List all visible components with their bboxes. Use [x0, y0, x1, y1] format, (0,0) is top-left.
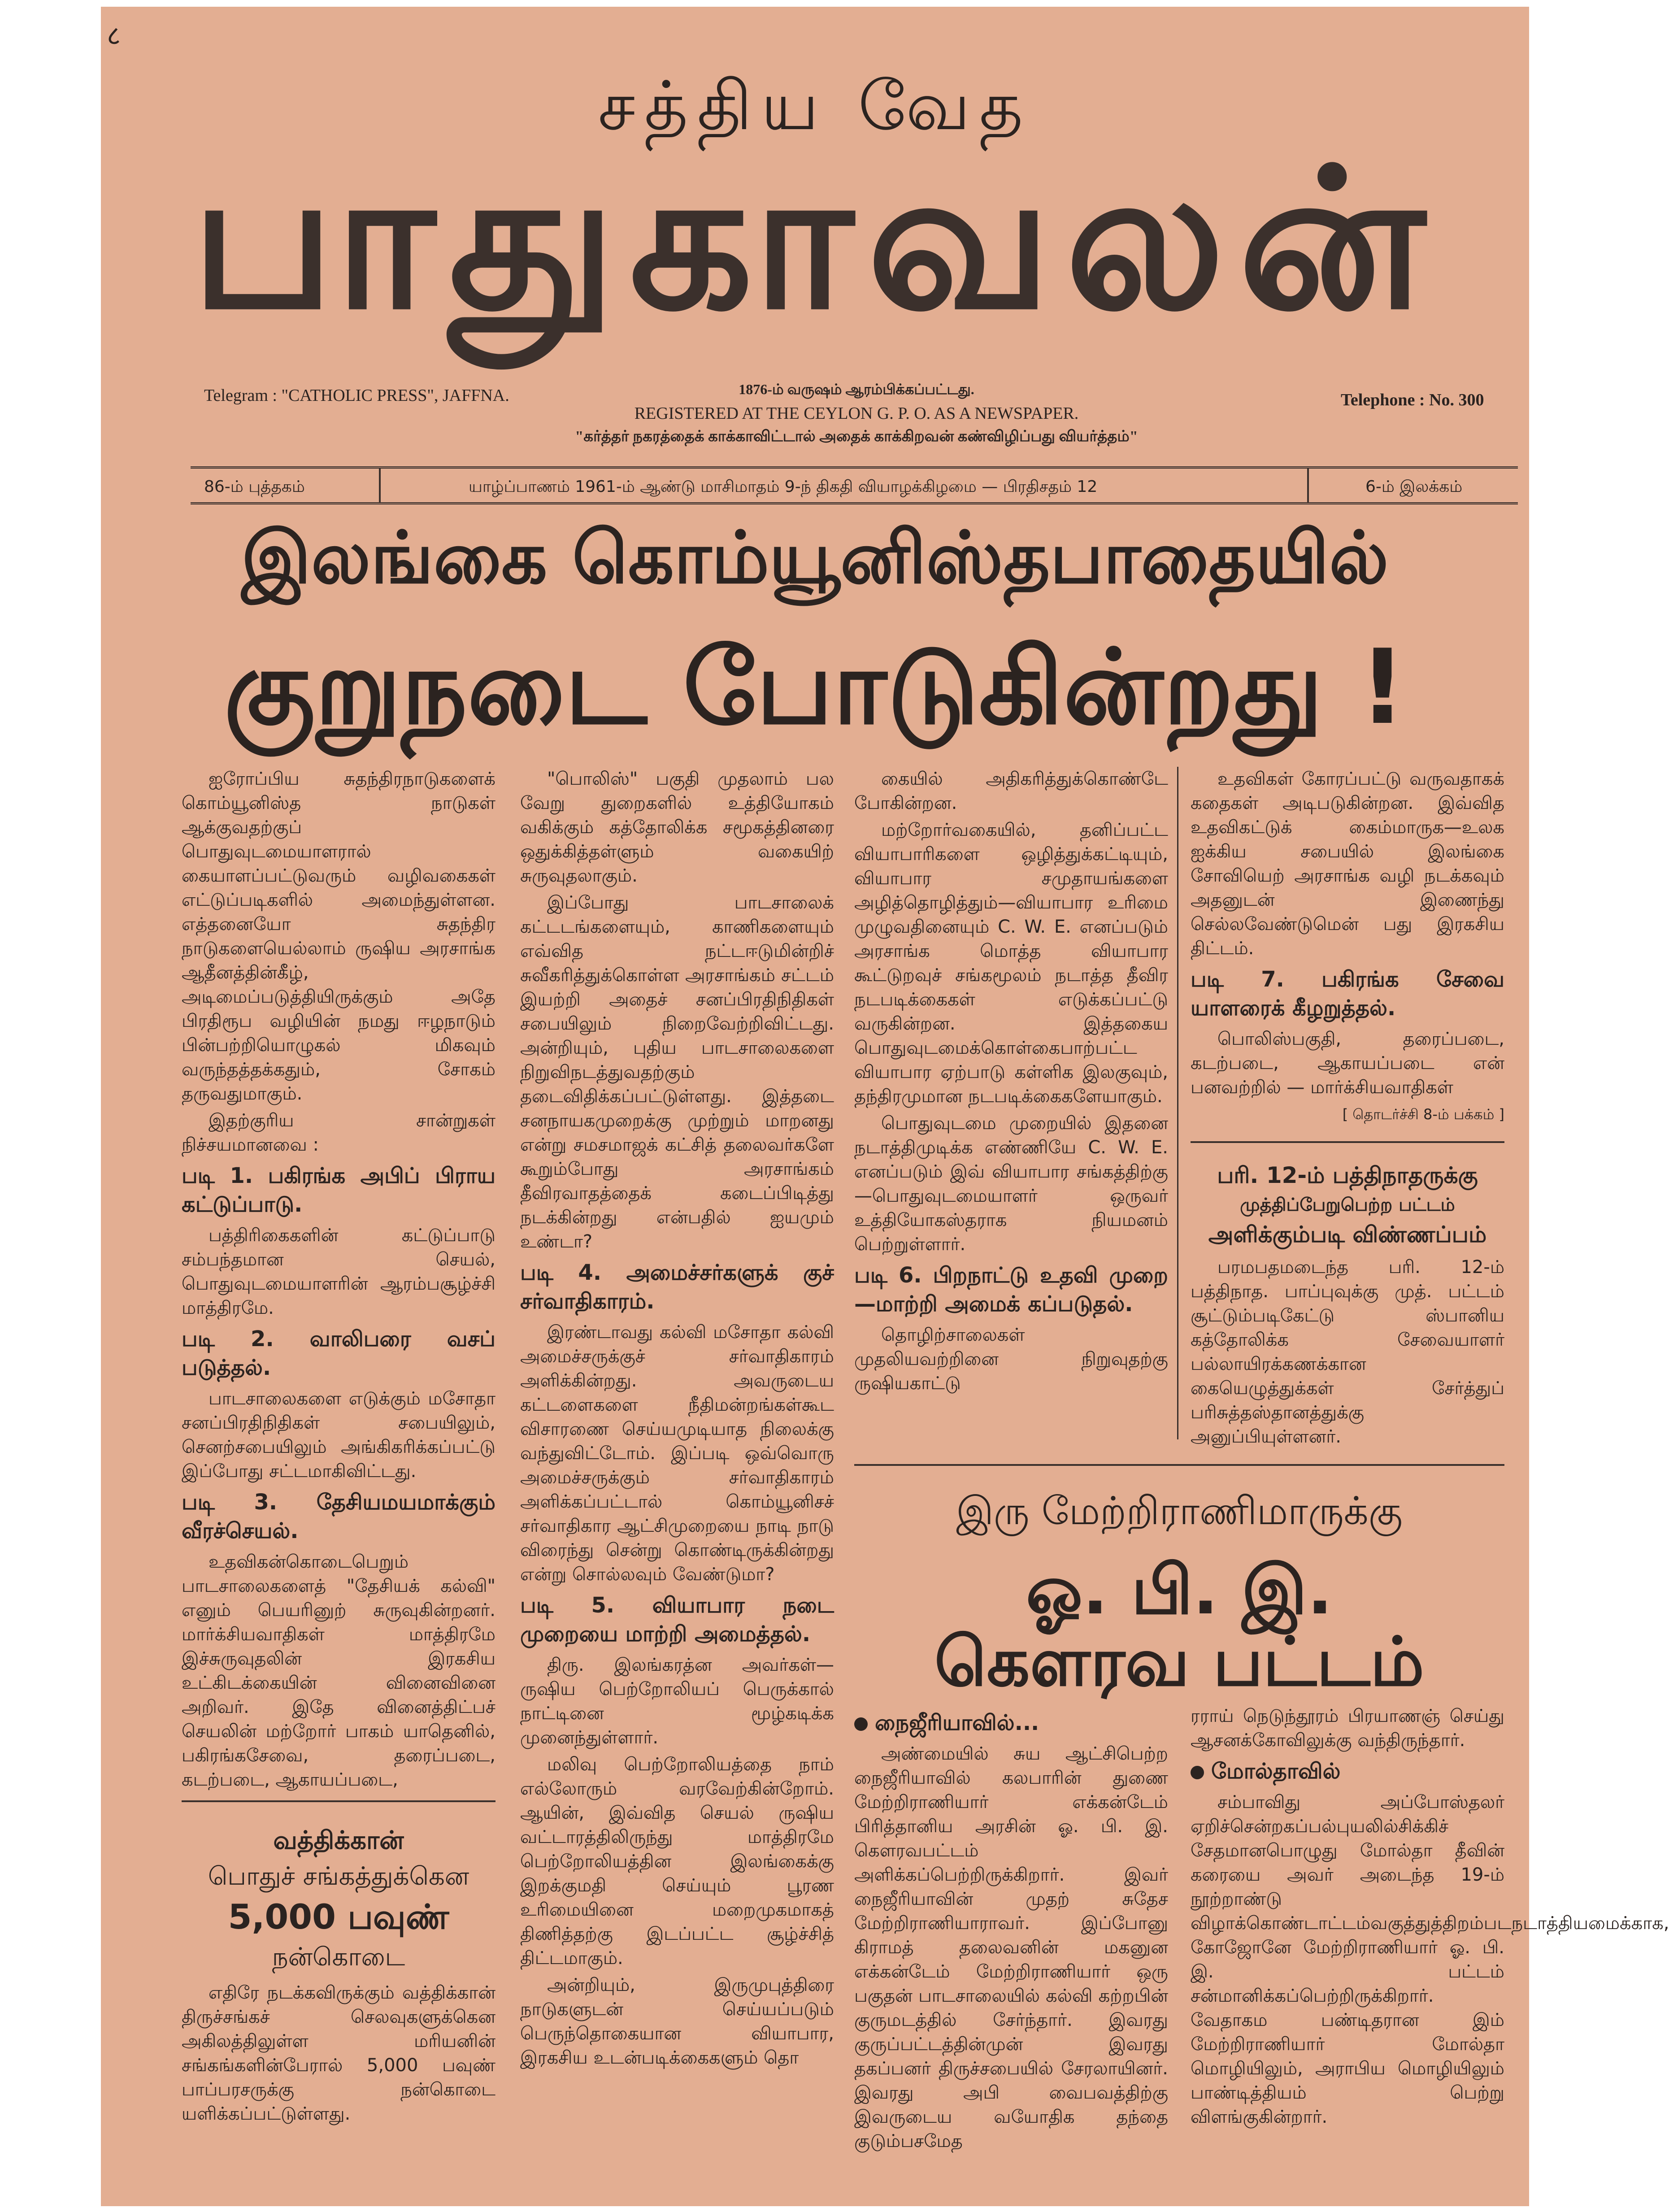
column-1	[182, 767, 495, 1795]
story-title-2: கௌரவ பட்டம்	[934, 1623, 1425, 1701]
col4-paragraph: பொலிஸ்பகுதி, தரைப்படை, கடற்படை, ஆகாயப்படை என் பனவற்றில் — மார்க்சியவாதிகள்	[1191, 1029, 1504, 1098]
col1-paragraph: உதவிகன்கொடைபெறும் பாடசாலைகளைத் "தேசியக் கல்வி" எனும் பெயரினுற் சுருவுகின்றனர். மார்க்சியவாதிகள் மாத்திரமே இச்சுருவுதலின் இரகசிய உட்கிடக்கையின் வினைவினை அறிவர். இதே வினைத்திட்பச் செயலின் மற்றோர் பாகம் யாதெனில், பகிரங்கசேவை, தரைப்படை, கடற்படை, ஆகாயப்படை,	[182, 1551, 495, 1790]
col2-paragraph: இரண்டாவது கல்வி மசோதா கல்வி அமைச்சருக்குச் சர்வாதிகாரம் அளிக்கின்றது. அவருடைய கட்டளைகளை நீதிமன்றங்கள்கூட விசாரணை செய்யமுடியாத நிலைக்கு வந்துவிட்டோம். இப்படி ஒவ்வொரு அமைச்சருக்கும் சர்வாதிகாரம் அளிக்கப்பட்டால் கொம்யூனிசச் சர்வாதிகார ஆட்சிமுறையை நாடி நாடு விரைந்து சென்று கொண்டிருக்கின்றது என்று சொல்லவும் வேண்டுமா?	[520, 1322, 834, 1585]
story-column-2	[1191, 1704, 1669, 2132]
story-title-1: ஓ. பி. இ.	[1026, 1551, 1333, 1630]
headline-line-1: இலங்கை கொம்யூனிஸ்தபாதையில்	[241, 516, 1389, 600]
col2-paragraph: "பொலிஸ்" பகுதி முதலாம் பல வேறு துறைகளில் உத்தியோகம் வகிக்கும் கத்தோலிக்க சமூகத்தினரை ஒதுக்கித்தள்ளும் வகையிற் சுருவுதலாகும்.	[520, 769, 834, 886]
box-line-3: அளிக்கும்படி விண்ணப்பம்	[1208, 1221, 1487, 1247]
notice-body: எதிரே நடக்கவிருக்கும் வத்திக்கான் திருச்சங்கச் செலவுகளுக்கென அகிலத்திலுள்ள மரியனின் சங்கங்களின்பேரால் 5,000 பவுண் பாப்பரசருக்கு நன்கொடை யளிக்கப்பட்டுள்ளது.	[182, 1982, 495, 2124]
notice-divider	[182, 1800, 495, 1802]
story-subheading	[1191, 1757, 1504, 1786]
col3-subheading: படி 6. பிறநாட்டு உதவி முறை—மாற்றி அமைக் கப்படுதல்.	[854, 1263, 1168, 1317]
col1-subheading: படி 3. தேசியமயமாக்கும் வீரச்செயல்.	[182, 1490, 495, 1543]
col3-paragraph: கையில் அதிகரித்துக்கொண்டே போகின்றன.	[854, 769, 1168, 813]
box-body: பரமபதமடைந்த பரி. 12-ம் பத்திநாத. பாப்புவுக்கு முத். பட்டம் சூட்டும்படிகேட்டு ஸ்பானிய கத்தோலிக்க சேவையாளர் பல்லாயிரக்கணக்கான கையெழுத்துக்கள் சேர்த்துப் பரிசுத்தஸ்தானத்துக்கு அனுப்பியுள்ளனர்.	[1191, 1257, 1504, 1447]
registered-info: REGISTERED AT THE CEYLON G. P. O. AS A NEWSPAPER.	[634, 404, 1079, 423]
headline-line-2: குறுநடை போடுகின்றது !	[224, 628, 1406, 747]
col1-paragraph: பத்திரிகைகளின் கட்டுப்பாடு சம்பந்தமான செயல், பொதுவுடமையாளரின் ஆரம்பசூழ்ச்சி மாத்திரமே.	[182, 1225, 495, 1318]
volume-number: 86-ம் புத்தகம்	[204, 478, 305, 496]
date-bar	[191, 466, 1518, 504]
telegram-info: Telegram : "CATHOLIC PRESS", JAFFNA.	[204, 386, 509, 405]
page-corner-mark: ८	[107, 20, 121, 52]
column-2	[520, 767, 834, 2073]
col4-paragraph: உதவிகள் கோரப்பட்டு வருவதாகக் கதைகள் அடிபடுகின்றன. இவ்வித உதவிகட்டுக் கைம்மாருக—உலக ஐக்கிய சபையில் இலங்கை சோவியெற் அரசாங்க வழி நடக்கவும் அதனுடன் இணைந்து செல்லவேண்டுமென் பது இரகசிய திட்டம்.	[1191, 769, 1504, 959]
masthead-title: பாதுகாவலன்	[191, 128, 1439, 352]
col3-paragraph: பொதுவுடமை முறையில் இதனை நடாத்திமுடிக்க எண்ணியே C. W. E. எனப்படும் இவ் வியாபார சங்கத்திற்கு—பொதுவுடமையாளர் ஒருவர் உத்தியோகஸ்தராக நியமனம் பெற்றுள்ளார்.	[854, 1113, 1168, 1255]
pius-petition-box	[1191, 1159, 1504, 1451]
notice-line-2: பொதுச் சங்கத்துக்கென	[208, 1862, 469, 1891]
col2-paragraph: இப்போது பாடசாலைக் கட்டடங்களையும், காணிகளையும் எவ்வித நட்டஈடுமின்றிச் சுவீகரித்துக்கொள்ள அரசாங்கம் சட்டம் இயற்றி அதைச் சனப்பிரதிநிதிகள் சபையிலும் நிறைவேற்றிவிட்டது. அன்றியும், புதிய பாடசாலைகளை நிறுவிநடத்துவதற்கும் தடைவிதிக்கப்பட்டுள்ளது. இத்தடை சனநாயகமுறைக்கு முற்றும் மாறனது என்று சமசமாஜக் கட்சித் தலைவர்களே கூறும்போது அரசாங்கம் தீவிரவாதத்தைக் கடைப்பிடித்து நடக்கின்றது என்பதில் ஐயமும் உண்டா?	[520, 892, 834, 1252]
story-paragraph: ரராய் நெடுந்தூரம் பிரயாணஞ் செய்து ஆசனக்கோவிலுக்கு வந்திருந்தார்.	[1191, 1706, 1504, 1751]
col1-paragraph: இதற்குரிய சான்றுகள் நிச்சயமானவை :	[182, 1110, 495, 1155]
date-bar-divider	[1307, 469, 1309, 502]
notice-line-4: நன்கொடை	[272, 1943, 405, 1972]
date-bar-divider	[379, 469, 381, 502]
column-divider	[1177, 767, 1178, 1439]
col1-subheading: படி 2. வாலிபரை வசப் படுத்தல்.	[182, 1326, 495, 1380]
story-kicker: இரு மேற்றிராணிமாருக்கு	[956, 1489, 1403, 1534]
notice-line-3: 5,000 பவுண்	[228, 1897, 449, 1937]
col2-subheading: படி 4. அமைச்சர்களுக் குச் சர்வாதிகாரம்.	[520, 1260, 834, 1314]
motto: "கர்த்தர் நகரத்தைக் காக்காவிட்டால் அதைக் காக்கிறவன் கண்விழிப்பது வியர்த்தம்"	[575, 428, 1138, 445]
box-line-1: பரி. 12-ம் பத்திநாதருக்கு	[1217, 1162, 1478, 1188]
notice-line-1: வத்திக்கான்	[273, 1826, 404, 1855]
col2-paragraph: அன்றியும், இருமுபுத்திரை நாடுகளுடன் செய்யப்படும் பெருந்தொகையான வியாபார, இரகசிய உடன்படிக்கைகளும் தொ	[520, 1975, 834, 2068]
issue-date: யாழ்ப்பாணம் 1961-ம் ஆண்டு மாசிமாதம் 9-ந் திகதி வியாழக்கிழமை — பிரதிசதம் 12	[469, 478, 1098, 496]
story-subheading-text: மோல்தாவில்	[1211, 1759, 1341, 1784]
col2-paragraph: திரு. இலங்கரத்ன அவர்கள்— ருஷிய பெற்றோலியப் பெருக்கால் நாட்டினை மூழ்கடிக்க முனைந்துள்ளார்.	[520, 1655, 834, 1748]
box-line-2: முத்திப்பேறுபெற்ற பட்டம்	[1240, 1195, 1455, 1215]
bullet-icon	[854, 1717, 868, 1731]
story-column-1	[854, 1704, 1168, 2156]
vatican-notice	[182, 1823, 495, 2129]
bullet-icon	[1191, 1766, 1204, 1779]
telephone-info: Telephone : No. 300	[1341, 391, 1484, 409]
founded-info: 1876-ம் வருஷம் ஆரம்பிக்கப்பட்டது.	[739, 381, 974, 397]
col1-subheading: படி 1. பகிரங்க அபிப் பிராய கட்டுப்பாடு.	[182, 1163, 495, 1217]
masthead-top-line: சத்திய வேத	[598, 67, 1032, 145]
story-divider	[854, 1464, 1504, 1466]
col3-paragraph: தொழிற்சாலைகள் முதலியவற்றினை நிறுவுதற்கு ருஷியகாட்டு	[854, 1325, 1168, 1394]
story-paragraph: சம்பாவிது அப்போஸ்தலர் ஏறிச்சென்றகப்பல்புயலில்சிக்கிச் சேதமானபொழுது மோல்தா தீவின் கரையை அவர் அடைந்த 19-ம் நூற்றாண்டு விழாக்கொண்டாட்டம்வகுத்துத்திறம்படநடாத்தியமைக்காக, கோஜோனே மேற்றிராணியார் ஓ. பி. இ. பட்டம் சன்மானிக்கப்பெற்றிருக்கிறார். வேதாகம பண்டிதரான இம் மேற்றிராணியார் மோல்தா மொழியிலும், அராபிய மொழியிலும் பாண்டித்தியம் பெற்று விளங்குகின்றார்.	[1191, 1792, 1669, 2127]
issue-number: 6-ம் இலக்கம்	[1365, 478, 1463, 496]
col1-paragraph: பாடசாலைகளை எடுக்கும் மசோதா சனப்பிரதிநிதிகள் சபையிலும், செனற்சபையிலும் அங்கிகரிக்கப்பட்டு இப்போது சட்டமாகிவிட்டது.	[182, 1388, 495, 1482]
col2-subheading: படி 5. வியாபார நடை முறையை மாற்றி அமைத்தல்.	[520, 1593, 834, 1647]
continued-note: [ தொடர்ச்சி 8-ம் பக்கம் ]	[1342, 1106, 1504, 1123]
col1-paragraph: ஐரோப்பிய சுதந்திரநாடுகளைக் கொம்யூனிஸ்த நாடுகள் ஆக்குவதற்குப் பொதுவுடமையாளரால் கையாளப்பட்டுவரும் வழிவகைகள் எட்டுப்படிகளில் அமைந்துள்ளன. எத்தனையோ சுதந்திர நாடுகளையெல்லாம் ருஷிய அரசாங்க ஆதீனத்தின்கீழ், அடிமைப்படுத்தியிருக்கும் அதே பிரதிரூப வழியின் நமது ஈழநாடும் பின்பற்றியொழுகல் மிகவும் வருந்தத்தக்கதும், சோகம் தருவதுமாகும்.	[182, 769, 495, 1104]
box-divider	[1191, 1141, 1504, 1143]
col3-paragraph: மற்றோர்வகையில், தனிப்பட்ட வியாபாரிகளை ஒழித்துக்கட்டியும், வியாபார சமுதாயங்களை அழித்தொழித்தும்—வியாபார உரிமை முழுவதினையும் C. W. E. எனப்படும் அரசாங்க மொத்த வியாபார கூட்டுறவுச் சங்கமூலம் நடாத்த தீவிர நடபடிக்கைகள் எடுக்கப்பட்டு வருகின்றன. இத்தகைய பொதுவுடமைக்கொள்கைபாற்பட்ட வியாபார ஏற்பாடு கள்ளிக இலகுவும், தந்திரமுமான நடபடிக்கைகளேயாகும்.	[854, 820, 1168, 1107]
column-3	[854, 767, 1168, 1398]
col2-paragraph: மலிவு பெற்றோலியத்தை நாம் எல்லோரும் வரவேற்கின்றோம். ஆயின், இவ்வித செயல் ருஷிய வட்டாரத்திலிருந்து மாத்திரமே பெற்றோலியத்தின இலங்கைக்கு இறக்குமதி செய்யும் பூரண உரிமையினை மறைமுகமாகத் திணித்தற்கு இடப்பட்ட சூழ்ச்சித் திட்டமாகும்.	[520, 1754, 834, 1969]
column-4	[1191, 767, 1504, 1126]
col4-subheading: படி 7. பகிரங்க சேவை யாளரைக் கீழறுத்தல்.	[1191, 967, 1504, 1021]
story-subheading	[854, 1708, 1168, 1737]
story-subheading-text: நைஜீரியாவில்...	[875, 1710, 1039, 1735]
story-paragraph: அண்மையில் சுய ஆட்சிபெற்ற நைஜீரியாவில் கலபாரின் துணை மேற்றிராணியார் எக்கன்டேம் பிரித்தானிய அரசின் ஓ. பி. இ. கௌரவபட்டம் அளிக்கப்பெற்றிருக்கிறார். இவர் நைஜீரியாவின் முதற் சுதேச மேற்றிராணியாராவர். இப்போனு கிராமத் தலைவனின் மகனுன எக்கன்டேம் மேற்றிராணியார் ஒரு பகுதன் பாடசாலையில் கல்வி கற்றபின் குருமடத்தில் சேர்ந்தார். இவரது குருப்பட்டத்தின்முன் இவரது தகப்பனர் திருச்சபையில் சேரலாயினர். இவரது அபி வைபவத்திற்கு இவருடைய வயோதிக தந்தை குடும்பசமேத	[854, 1743, 1168, 2151]
